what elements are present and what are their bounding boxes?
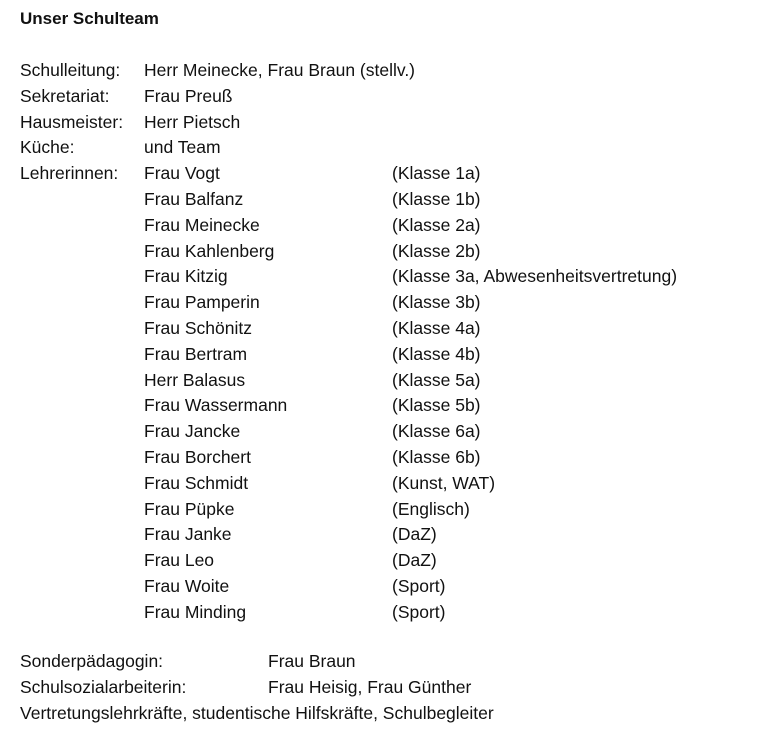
role-label: Küche: (20, 137, 75, 158)
staff-name: Frau Jancke (144, 421, 241, 442)
staff-note: (Klasse 2b) (392, 240, 481, 261)
role-label: Sekretariat: (20, 85, 110, 106)
staff-note: (DaZ) (392, 524, 437, 545)
staff-note: (Klasse 6b) (392, 446, 481, 467)
staff-note: (Klasse 4b) (392, 343, 481, 364)
role-label: Lehrerinnen: (20, 163, 119, 184)
role-label: Sonderpädagogin: (20, 651, 164, 671)
staff-note: (Klasse 2a) (392, 214, 481, 235)
staff-note: (Klasse 1a) (392, 163, 481, 184)
staff-name: und Team (144, 137, 221, 158)
staff-note: (Englisch) (392, 498, 470, 519)
staff-note: (Klasse 3b) (392, 292, 481, 313)
staff-name: Frau Borchert (144, 446, 251, 467)
staff-name: Herr Pietsch (144, 111, 241, 132)
role-label: Schulsozialarbeiterin: (20, 676, 187, 697)
staff-note: (DaZ) (392, 550, 437, 571)
staff-name: Frau Minding (144, 601, 247, 622)
staff-note: (Klasse 3a, Abwesenheitsvertretung) (392, 266, 678, 287)
staff-note: (Klasse 1b) (392, 188, 481, 209)
staff-name: Frau Schmidt (144, 472, 249, 493)
staff-note: (Klasse 5b) (392, 395, 481, 416)
staff-note: (Klasse 4a) (392, 317, 481, 338)
staff-name: Frau Preuß (144, 85, 233, 106)
staff-note: (Sport) (392, 601, 446, 622)
staff-name: Herr Balasus (144, 369, 246, 390)
page-title: Unser Schulteam (20, 9, 159, 28)
staff-name: Herr Meinecke, Frau Braun (stellv.) (144, 60, 416, 80)
role-label: Schulleitung: (20, 60, 121, 80)
staff-note: (Kunst, WAT) (392, 472, 496, 493)
staff-name: Frau Püpke (144, 498, 235, 519)
staff-note: (Sport) (392, 575, 446, 596)
staff-name: Frau Kahlenberg (144, 240, 275, 261)
staff-name: Frau Balfanz (144, 188, 244, 209)
staff-name: Frau Meinecke (144, 214, 260, 235)
staff-name: Frau Pamperin (144, 292, 260, 313)
staff-name: Frau Schönitz (144, 317, 252, 338)
staff-name: Frau Braun (268, 651, 356, 671)
staff-name: Frau Vogt (144, 163, 220, 184)
staff-name: Frau Kitzig (144, 266, 228, 287)
staff-name: Frau Janke (144, 524, 232, 545)
staff-name: Frau Woite (144, 575, 230, 596)
role-label: Hausmeister: (20, 111, 124, 132)
footer-text: Vertretungslehrkräfte, studentische Hilfskräfte, Schulbegleiter (20, 702, 494, 723)
staff-name: Frau Bertram (144, 343, 248, 364)
staff-note: (Klasse 5a) (392, 369, 481, 390)
staff-note: (Klasse 6a) (392, 421, 481, 442)
staff-name: Frau Heisig, Frau Günther (268, 676, 472, 697)
staff-name: Frau Leo (144, 550, 215, 571)
staff-name: Frau Wassermann (144, 395, 288, 416)
